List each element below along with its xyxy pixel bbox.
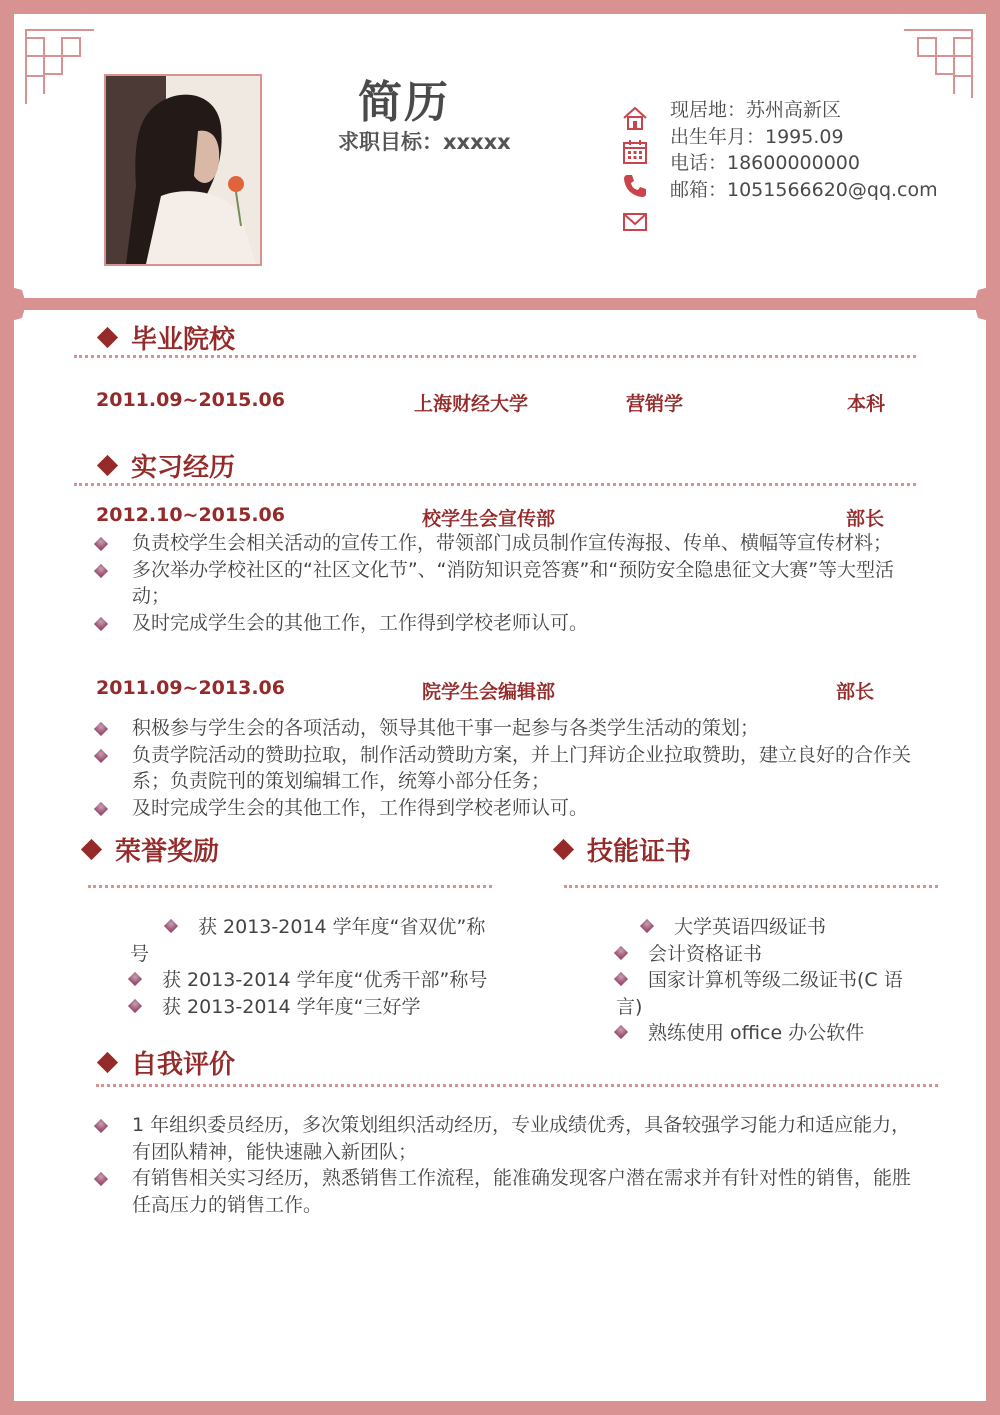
section-skills-heading [556, 831, 691, 868]
section-honors-heading [84, 831, 219, 868]
job-role: 部长 [846, 508, 885, 530]
bullet-icon [94, 616, 108, 630]
job-duties-list [132, 715, 912, 821]
skills-list [616, 914, 916, 1047]
section-self-eval-heading [100, 1044, 235, 1081]
list-item: 及时完成学生会的其他工作，工作得到学校老师认可。 [132, 610, 912, 637]
frame-top [0, 0, 1000, 14]
list-item: 积极参与学生会的各项活动，领导其他干事一起参与各类学生活动的策划； [132, 715, 912, 742]
home-icon [621, 104, 649, 132]
bullet-icon [94, 563, 108, 577]
bullet-icon [94, 1172, 108, 1186]
phone-icon [621, 172, 649, 200]
list-item: 负责校学生会相关活动的宣传工作，带领部门成员制作宣传海报、传单、横幅等宣传材料； [132, 530, 912, 557]
education-period: 2011.09~2015.06 [96, 389, 285, 411]
job-role: 部长 [836, 681, 875, 703]
contact-email: 邮箱：1051566620@qq.com [670, 178, 938, 201]
bullet-icon [94, 1119, 108, 1133]
diamond-marker [97, 1052, 118, 1073]
list-item: 有销售相关实习经历，熟悉销售工作流程，能准确发现客户潜在需求并有针对性的销售，能胜任高压力的销售工作。 [132, 1165, 912, 1218]
dotted-divider [96, 1084, 938, 1087]
bullet-icon [614, 945, 628, 959]
bullet-icon [94, 748, 108, 762]
page-title: 简历 [358, 77, 450, 128]
contact-location: 现居地：苏州高新区 [670, 99, 842, 121]
section-title: 实习经历 [131, 453, 236, 483]
section-title: 毕业院校 [131, 325, 236, 355]
section-title: 技能证书 [587, 837, 692, 867]
calendar-icon [621, 138, 649, 166]
mail-icon [621, 208, 649, 236]
contact-birth: 出生年月：1995.09 [670, 125, 844, 148]
contact-info [670, 97, 938, 203]
dotted-divider [74, 483, 916, 486]
education-degree: 本科 [847, 393, 886, 415]
job-org: 校学生会宣传部 [422, 508, 556, 530]
portrait-illustration [106, 76, 260, 264]
bullet-icon [614, 972, 628, 986]
list-item: 国家计算机等级二级证书(C 语言) [616, 969, 903, 1018]
bullet-icon [128, 972, 142, 986]
frame-left [0, 0, 14, 1415]
contact-phone: 电话：18600000000 [670, 152, 860, 174]
section-internship-heading [100, 447, 235, 484]
job-objective: 求职目标：xxxxx [338, 130, 511, 154]
list-item: 获 2013-2014 学年度“优秀干部”称号 [162, 969, 488, 991]
diamond-marker [97, 327, 118, 348]
divider-left-notch [0, 284, 30, 324]
list-item: 大学英语四级证书 [674, 916, 827, 938]
list-item: 熟练使用 office 办公软件 [648, 1022, 865, 1044]
honors-list [130, 914, 490, 1020]
list-item: 获 2013-2014 学年度“三好学 [162, 995, 421, 1018]
job-period: 2012.10~2015.06 [96, 504, 285, 526]
divider-right-notch [970, 284, 1000, 324]
section-education-heading [100, 319, 235, 356]
job-period: 2011.09~2013.06 [96, 677, 285, 699]
dotted-divider [74, 355, 916, 358]
list-item: 1 年组织委员经历，多次策划组织活动经历，专业成绩优秀，具备较强学习能力和适应能力，有团队精神，能快速融入新团队； [132, 1112, 912, 1165]
self-eval-list [132, 1112, 912, 1218]
dotted-divider [88, 885, 492, 888]
list-item: 及时完成学生会的其他工作，工作得到学校老师认可。 [132, 795, 912, 822]
bullet-icon [640, 919, 654, 933]
list-item: 会计资格证书 [648, 942, 763, 965]
profile-photo [104, 74, 262, 266]
corner-ornament-right [902, 28, 974, 100]
list-item: 负责学院活动的赞助拉取，制作活动赞助方案，并上门拜访企业拉取赞助，建立良好的合作关系；负责院刊的策划编辑工作，统筹小部分任务； [132, 742, 912, 795]
list-item: 获 2013-2014 学年度“省双优”称号 [130, 916, 486, 965]
bullet-icon [614, 1025, 628, 1039]
frame-right [986, 0, 1000, 1415]
bullet-icon [128, 998, 142, 1012]
section-title: 荣誉奖励 [115, 837, 220, 867]
section-title: 自我评价 [131, 1050, 236, 1080]
diamond-marker [553, 839, 574, 860]
bullet-icon [94, 801, 108, 815]
diamond-marker [81, 839, 102, 860]
job-duties-list [132, 530, 912, 636]
job-org: 院学生会编辑部 [422, 681, 556, 703]
diamond-marker [97, 455, 118, 476]
bullet-icon [164, 919, 178, 933]
dotted-divider [564, 885, 938, 888]
bullet-icon [94, 722, 108, 736]
corner-ornament-left [24, 28, 96, 106]
bullet-icon [94, 537, 108, 551]
education-major: 营销学 [626, 393, 684, 415]
list-item: 多次举办学校社区的“社区文化节”、“消防知识竞答赛”和“预防安全隐患征文大赛”等大型活动； [132, 557, 912, 610]
education-school: 上海财经大学 [414, 393, 529, 415]
frame-bottom [0, 1401, 1000, 1415]
header-divider [14, 298, 986, 310]
